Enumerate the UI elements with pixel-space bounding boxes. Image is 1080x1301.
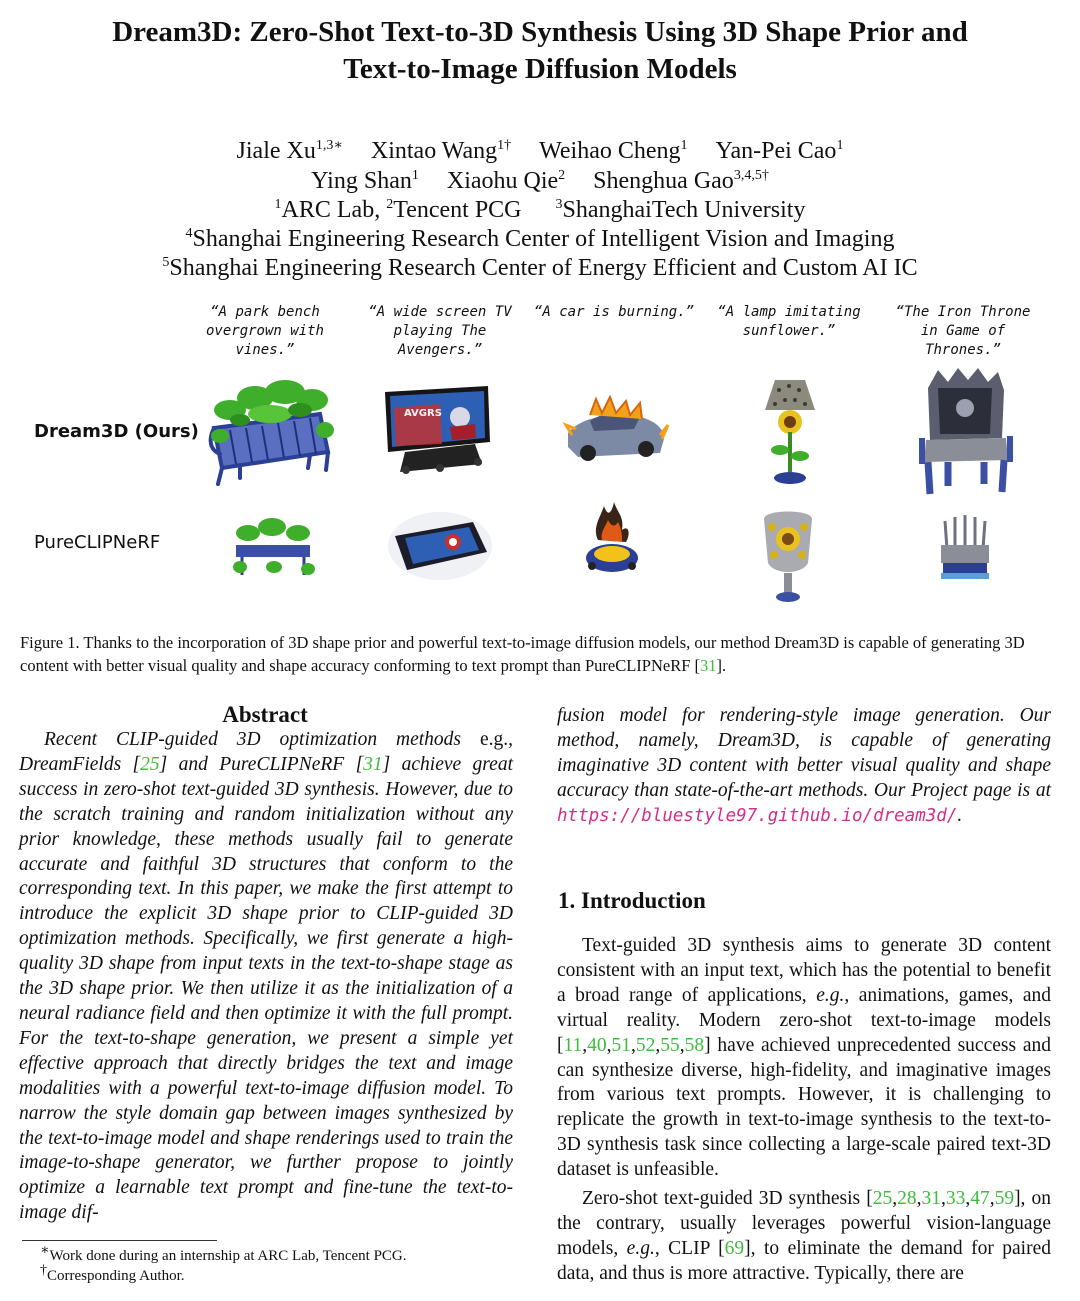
project-url-link[interactable]: https://bluestyle97.github.io/dream3d/	[557, 805, 958, 826]
intro-paragraph-1: Text-guided 3D synthesis aims to generate 3D content consistent with an input text, which has the potential to benefit a broad range of applications, e.g., animations, games, and virtual reality. Modern zero-shot text-to-image models [11,40,51,52,55,58] have achieved unprecedented success and can synthesize diverse, high-fidelity, and imaginative images from various text prompts. However, it is challenging to replicate the growth in text-to-image synthesis to the text-to-3D synthesis task since collecting a large-scale paired text-3D dataset is unfeasible.	[557, 935, 1051, 1181]
citation-link[interactable]: 47	[970, 1188, 990, 1209]
bench-pureclipnerf-image	[228, 515, 318, 585]
author-line-1	[0, 137, 1080, 166]
paper-title	[0, 14, 1080, 88]
title-line-2: Text-to-Image Diffusion Models	[343, 53, 737, 85]
bench-dream3d-image	[200, 370, 340, 490]
throne-pureclipnerf-image	[935, 515, 995, 585]
citation-link[interactable]: 69	[724, 1237, 745, 1259]
prompt-lamp: “A lamp imitating sunflower.”	[717, 304, 861, 339]
author: Jiale $Xu^{1,3∗}$	[236, 138, 343, 164]
tv-screen-text: AVGRS	[404, 408, 442, 419]
citation-link[interactable]: 33	[945, 1188, 966, 1209]
author: Yan-Pei Cao$^1$	[715, 138, 844, 164]
citation-link[interactable]: 51	[611, 1034, 632, 1056]
citation-link[interactable]: 31	[700, 656, 717, 675]
tv-dream3d-image	[380, 382, 495, 477]
citation-link[interactable]: 58	[684, 1034, 705, 1056]
title-line-1: Dream3D: Zero-Shot Text-to-3D Synthesis Using 3D Shape Prior and	[112, 16, 968, 48]
citation-link[interactable]: 40	[587, 1034, 607, 1056]
abstract-heading: Abstract	[222, 702, 308, 727]
footnote-rule	[22, 1240, 217, 1241]
author: Xiaohu Qie$^2$	[446, 168, 566, 194]
footnotes	[40, 1243, 520, 1286]
tv-pureclipnerf-image	[385, 508, 495, 583]
abstract-heading-wrap	[0, 702, 530, 728]
introduction-heading: 1. Introduction	[558, 888, 706, 913]
citation-link[interactable]: 11	[563, 1034, 583, 1056]
affiliation-line-1: $^1$ARC Lab, $^2$Tencent PCG $^3$ShanghaiTech University	[274, 197, 806, 223]
row-label-pureclipnerf: PureCLIPNeRF	[34, 532, 161, 553]
footnote-1: ∗Work done during an internship at ARC Lab, Tencent PCG.	[40, 1243, 407, 1264]
car-pureclipnerf-image	[582, 500, 642, 580]
abstract-text: Recent CLIP-guided 3D optimization methods e.g., DreamFields [25] and PureCLIPNeRF [31] achieve great success in zero-shot text-guided 3D synthesis. However, due to the scratch training and random initialization without any prior knowledge, these methods usually fail to generate accurate and faithful 3D structures that conform to the corresponding text. In this paper, we make the first attempt to introduce the explicit 3D shape prior to CLIP-guided 3D optimization methods. Specifically, we first generate a high-quality 3D shape from input texts in the text-to-shape stage as the 3D shape prior. We then utilize it as the initialization of a neural radiance field and then optimize it with the full prompt. For the text-to-shape generation, we present a simple yet effective approach that directly bridges the text and image modalities with a powerful text-to-image diffusion model. To narrow the style domain gap between images synthesized by the text-to-image model and shape renderings used to train the image-to-shape generator, we further propose to jointly optimize a learnable text prompt and fine-tune the text-to-image dif-	[19, 729, 513, 1224]
affiliation-line-3: $^5$Shanghai Engineering Research Center of Energy Efficient and Custom AI IC	[162, 255, 918, 281]
lamp-dream3d-image	[755, 372, 825, 487]
author: Weihao Cheng$^1$	[539, 138, 688, 164]
footnote-2: †Corresponding Author.	[40, 1263, 185, 1284]
citation-link[interactable]: 25	[140, 753, 160, 775]
car-dream3d-image	[560, 395, 670, 470]
author: Ying Shan$^1$	[311, 168, 419, 194]
lamp-pureclipnerf-image	[758, 505, 818, 605]
citation-link[interactable]: 28	[897, 1188, 917, 1209]
citation-link[interactable]: 55	[660, 1034, 680, 1056]
row-label-dream3d: Dream3D (Ours)	[34, 421, 199, 442]
citation-link[interactable]: 59	[994, 1188, 1015, 1209]
figure-caption: Figure 1. Thanks to the incorporation of 3D shape prior and powerful text-to-image diffusion models, our method Dream3D is capable of generating 3D content with better visual quality and shape accuracy conforming to text prompt than PureCLIPNeRF [31].	[20, 633, 1025, 675]
citation-link[interactable]: 52	[635, 1034, 656, 1056]
prompt-bench: “A park bench overgrown with vines.”	[205, 304, 324, 358]
citation-link[interactable]: 31	[921, 1188, 941, 1209]
author-line-2	[0, 167, 1080, 196]
throne-dream3d-image	[918, 368, 1013, 498]
prompt-throne: “The Iron Throne in Game of Thrones.”	[895, 304, 1031, 358]
citation-link[interactable]: 31	[363, 753, 383, 775]
prompt-tv: “A wide screen TV playing The Avengers.”	[368, 304, 512, 358]
author: Shenghua Gao$^{3,4,5\dagger}$	[593, 168, 769, 194]
author: Xintao Wang$^{1\dagger}$	[370, 138, 512, 164]
abstract-continued: fusion model for rendering-style image generation. Our method, namely, Dream3D, is capable of generating imaginative 3D content with better visual quality and shape accuracy than state-of-the-art methods. Our Project page is at https://bluestyle97.github.io/dream3d/.	[557, 705, 1051, 826]
prompt-car: “A car is burning.”	[533, 304, 695, 320]
affiliation-line-2: $^4$Shanghai Engineering Research Center of Intelligent Vision and Imaging	[185, 226, 895, 252]
citation-link[interactable]: 25	[872, 1188, 893, 1209]
intro-paragraph-2: Zero-shot text-guided 3D synthesis [25,28,31,33,47,59], on the contrary, usually leverages powerful vision-language models, e.g., CLIP [69], to eliminate the demand for paired data, and thus is more attractive. Typically, there are	[557, 1188, 1051, 1284]
